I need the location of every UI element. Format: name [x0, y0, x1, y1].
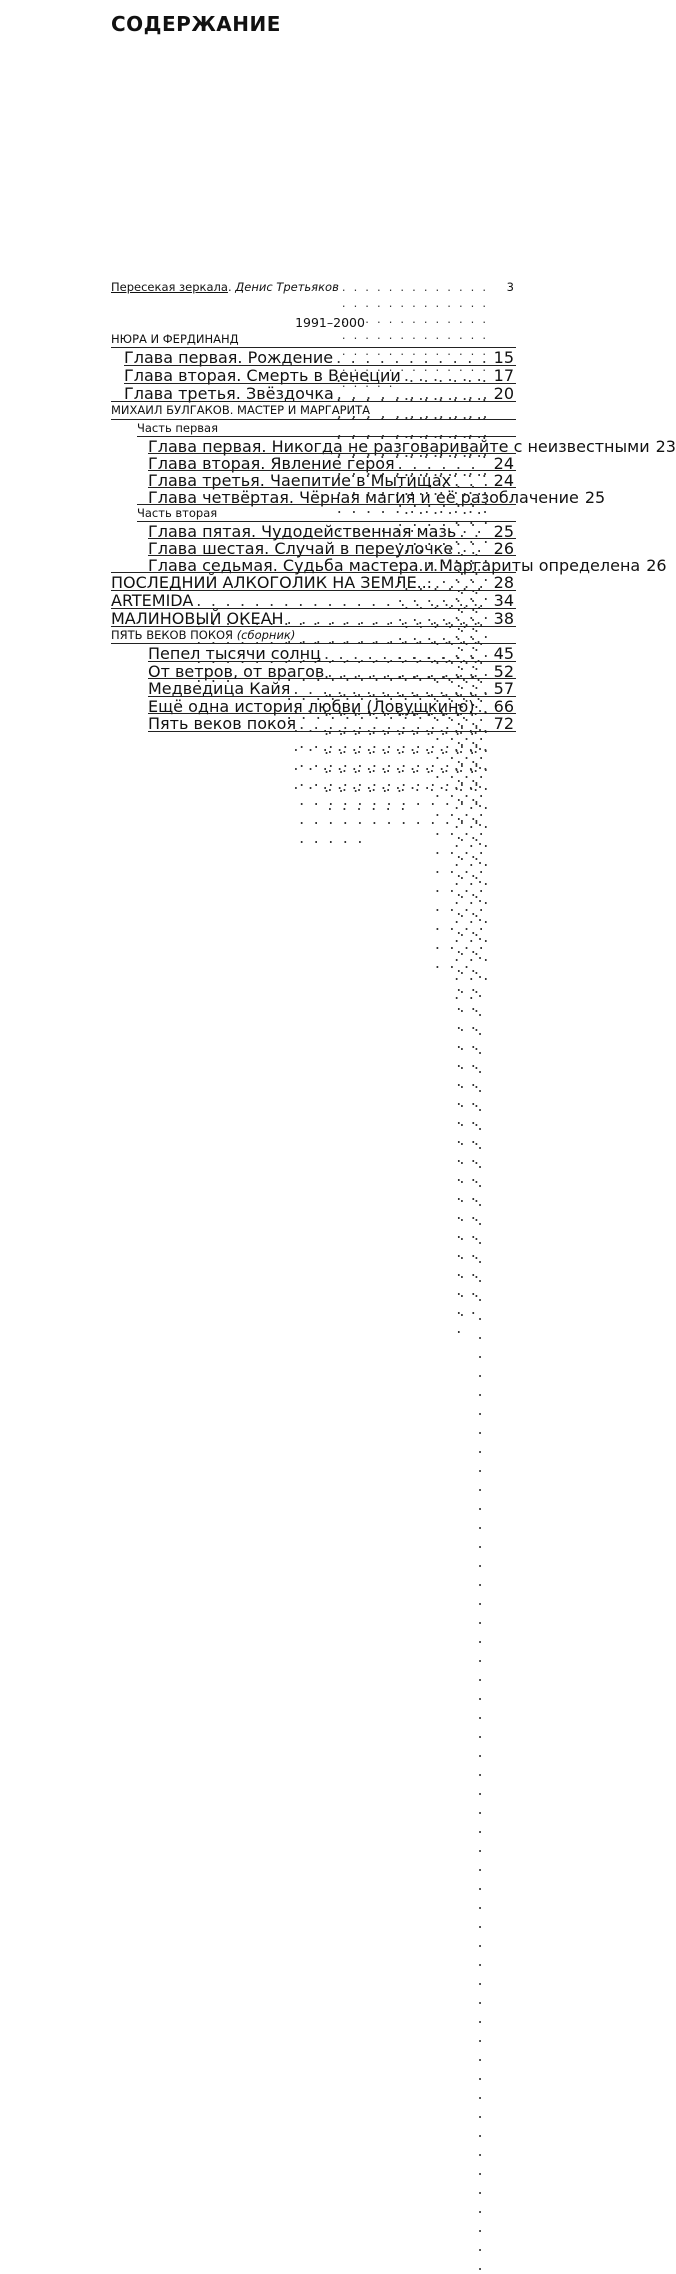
intro-title: Пересекая зеркала [111, 280, 228, 294]
page-number: 26 [646, 556, 667, 575]
chapter-title: Глава первая. Никогда не разговаривайте с неизвестными [148, 437, 650, 456]
toc-entry[interactable] [148, 697, 514, 2274]
page-number: 38 [493, 609, 514, 628]
intro-separator: . [227, 280, 236, 294]
part-title[interactable]: Часть первая [137, 421, 219, 435]
page-number: 24 [493, 454, 514, 473]
chapter-title: Глава первая. Рождение [124, 348, 334, 367]
page-number: 52 [493, 662, 514, 681]
intro-author: Денис Третьяков [235, 280, 339, 294]
work-title: ARTEMIDA [111, 591, 194, 610]
toc-entry[interactable] [148, 714, 514, 847]
period-heading: 1991–2000 [295, 315, 365, 330]
work-title[interactable]: НЮРА И ФЕРДИНАНД [111, 332, 239, 346]
chapter-title: Глава третья. Звёздочка [124, 384, 334, 403]
chapter-title: Глава шестая. Случай в переулочке [148, 539, 454, 558]
work-title: МАЛИНОВЫЙ ОКЕАН [111, 609, 284, 628]
chapter-title: Глава пятая. Чудодейственная мазь [148, 522, 457, 541]
page-number: 24 [493, 471, 514, 490]
page-number: 17 [493, 366, 514, 385]
work-title: ПОСЛЕДНИЙ АЛКОГОЛИК НА ЗЕМЛЕ... [111, 573, 432, 592]
work-title[interactable]: МИХАИЛ БУЛГАКОВ. МАСТЕР И МАРГАРИТА [111, 403, 371, 417]
part-title[interactable]: Часть вторая [137, 506, 218, 520]
chapter-title: От ветров, от врагов [148, 662, 325, 681]
divider [148, 731, 516, 732]
leader-dots [299, 714, 491, 847]
page-number: 72 [493, 714, 514, 733]
page-number: 57 [493, 679, 514, 698]
page-number: 26 [493, 539, 514, 558]
page-number: 25 [584, 488, 606, 507]
chapter-title: Глава вторая. Явление героя [148, 454, 395, 473]
leader-dots [478, 697, 491, 2274]
page-number: 3 [506, 280, 514, 294]
page-number: 25 [493, 522, 514, 541]
chapter-title: Пять веков покоя [148, 714, 297, 733]
chapter-title: Медведица Кайя [148, 679, 291, 698]
chapter-title: Пепел тысячи солнц [148, 644, 321, 663]
work-note: (сборник) [236, 628, 296, 642]
page-number: 45 [493, 644, 514, 663]
page-number: 15 [493, 348, 514, 367]
page-number: 34 [493, 591, 514, 610]
work-title-collection[interactable] [111, 627, 295, 643]
page-number: 20 [493, 384, 514, 403]
page-number: 28 [493, 573, 514, 592]
chapter-title: Глава седьмая. Судьба мастера и Маргариты определена [148, 556, 641, 575]
chapter-title: Ещё одна история любви (Ловушкино) [148, 697, 475, 716]
chapter-title: Глава четвёртая. Чёрная магия и её разоблачение [148, 488, 579, 507]
chapter-title: Глава третья. Чаепитие в Мытищах [148, 471, 452, 490]
chapter-title: Глава вторая. Смерть в Венеции [124, 366, 401, 385]
page-title: СОДЕРЖАНИЕ [111, 12, 281, 36]
page-number: 66 [493, 697, 514, 716]
work-title: ПЯТЬ ВЕКОВ ПОКОЯ [111, 628, 234, 642]
page-number: 23 [655, 437, 676, 456]
